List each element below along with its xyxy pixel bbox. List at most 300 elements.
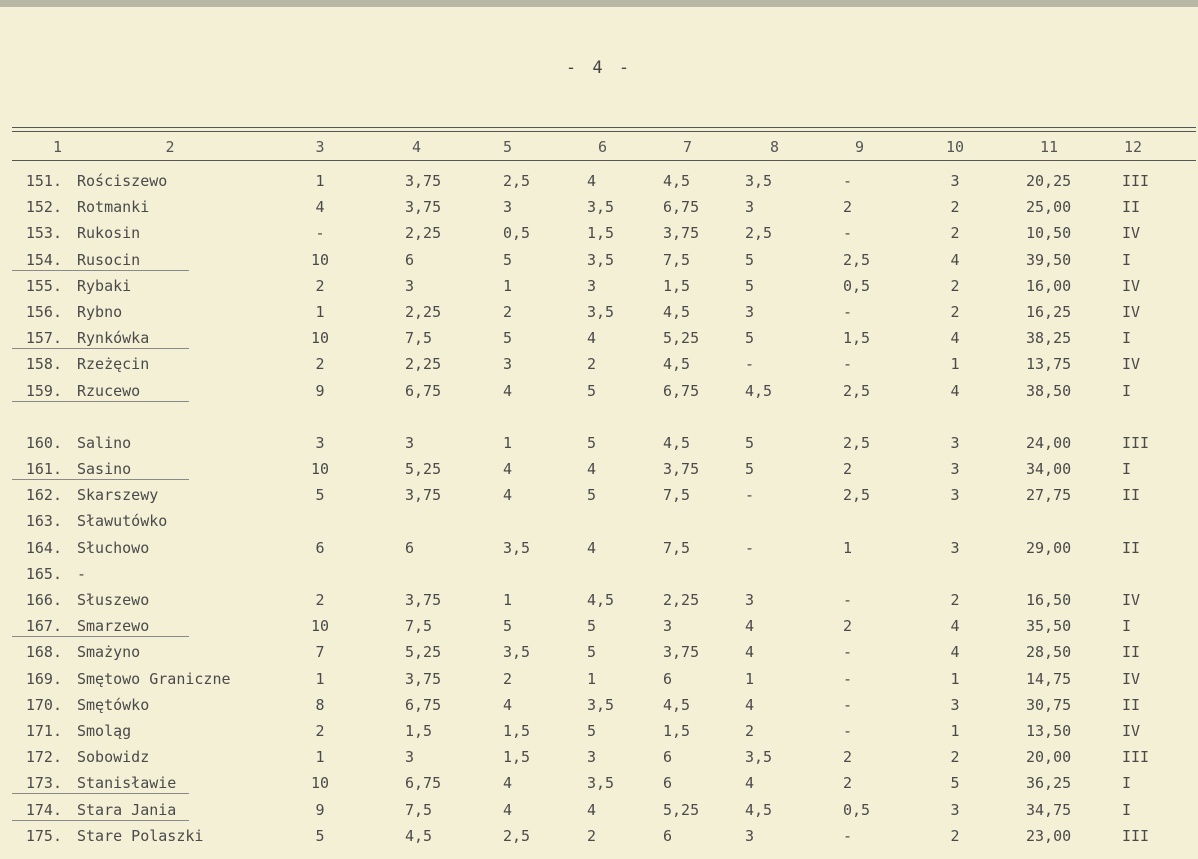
place-name: Smoląg	[77, 722, 132, 740]
col-10-value: 5	[950, 774, 960, 793]
place-name: Sasino	[77, 460, 132, 478]
col-4-value: 3,75	[405, 486, 442, 505]
col-11-total: 34,75	[1026, 800, 1072, 819]
place-name: Skarszewy	[77, 486, 159, 505]
col-12-category: III	[1122, 748, 1150, 767]
place-name: Smętowo Graniczne	[77, 669, 231, 688]
col-7-value: 5,25	[663, 329, 700, 348]
col-5-value: 2	[503, 669, 513, 688]
col-10-value: 4	[950, 329, 960, 348]
col-12-category: III	[1122, 172, 1150, 190]
col-9-value: 2	[843, 460, 853, 478]
col-3-value: 10	[310, 617, 330, 636]
col-11-total: 38,25	[1026, 329, 1072, 348]
col-12-category: I	[1122, 460, 1132, 478]
col-9-value: 2	[843, 198, 853, 217]
col-12-category: I	[1122, 250, 1132, 269]
col-6-value: 1	[587, 669, 597, 688]
col-4-value: 7,5	[405, 800, 433, 819]
table-row	[0, 509, 1198, 535]
col-5-value: 5	[503, 329, 513, 348]
col-7-value: 1,5	[663, 276, 691, 295]
col-10-value: 4	[950, 643, 960, 662]
col-8-value: 4	[745, 774, 755, 793]
table-row	[0, 667, 1198, 693]
table-row	[0, 824, 1198, 850]
col-3-value: 1	[315, 303, 325, 321]
col-4-value: 3,75	[405, 172, 442, 190]
col-8-value: 3	[745, 826, 755, 845]
col-7-value: 3,75	[663, 643, 700, 662]
col-6-value: 5	[587, 381, 597, 400]
col-6-value: 3,5	[587, 774, 615, 793]
col-7-value: 4,5	[663, 433, 691, 452]
col-7-value: 6	[663, 826, 673, 845]
col-12-category: III	[1122, 826, 1150, 845]
col-12-category: IV	[1122, 722, 1141, 740]
col-9-value: -	[843, 591, 853, 609]
col-9-value: -	[843, 303, 853, 321]
col-5-value: 1,5	[503, 722, 531, 740]
col-6-value: 3	[587, 276, 597, 295]
col-3-value: -	[315, 224, 325, 243]
col-6-value: 4	[587, 460, 597, 478]
col-7-value: 3	[663, 617, 673, 636]
col-6-value: 4,5	[587, 591, 615, 609]
col-5-value: 3,5	[503, 538, 531, 557]
col-10-value: 1	[950, 669, 960, 688]
col-5-value: 0,5	[503, 224, 531, 243]
place-name: Rzeżęcin	[77, 355, 150, 374]
row-number: 151.	[25, 172, 62, 190]
col-10-value: 1	[950, 355, 960, 374]
col-10-value: 4	[950, 381, 960, 400]
col-6-value: 2	[587, 826, 597, 845]
col-9-value: 0,5	[843, 800, 871, 819]
row-number: 173.	[25, 774, 62, 793]
place-name: Smętówko	[77, 695, 150, 714]
col-3-value: 8	[315, 695, 325, 714]
col-12-category: IV	[1122, 303, 1141, 321]
row-number: 157.	[25, 329, 62, 348]
col-9-value: 2	[843, 617, 853, 636]
col-4-value: 3	[405, 433, 415, 452]
col-9-value: 2,5	[843, 486, 871, 505]
col-8-value: 3,5	[745, 172, 773, 190]
col-9-value: -	[843, 643, 853, 662]
row-number: 164.	[25, 538, 62, 557]
col-3-value: 10	[310, 774, 330, 793]
table-row	[0, 640, 1198, 666]
place-name: Stare Polaszki	[77, 826, 204, 845]
row-number: 155.	[25, 276, 62, 295]
col-12-category: III	[1122, 433, 1150, 452]
col-7-value: 6	[663, 669, 673, 688]
col-5-value: 1	[503, 591, 513, 609]
table-row	[0, 562, 1198, 588]
col-8-value: 3	[745, 591, 755, 609]
col-11-total: 20,00	[1026, 748, 1072, 767]
place-name: Rukosin	[77, 224, 141, 243]
row-number: 165.	[25, 564, 62, 583]
place-name: Rościszewo	[77, 172, 168, 190]
col-11-total: 28,50	[1026, 643, 1072, 662]
col-3-value: 2	[315, 722, 325, 740]
col-6-value: 2	[587, 355, 597, 374]
place-name: Słuszewo	[77, 591, 150, 609]
row-number: 161.	[25, 460, 62, 478]
place-name: Stanisławie	[77, 774, 177, 793]
row-number: 152.	[25, 198, 62, 217]
col-7-value: 7,5	[663, 538, 691, 557]
col-7-value: 6	[663, 748, 673, 767]
place-name: Smarzewo	[77, 617, 150, 636]
col-6-value: 3,5	[587, 303, 615, 321]
table-row	[0, 352, 1198, 378]
col-3-value: 9	[315, 800, 325, 819]
col-8-value: 5	[745, 329, 755, 348]
underline-mark	[12, 270, 189, 271]
column-header-8: 8	[770, 138, 780, 156]
underline-mark	[12, 636, 189, 637]
row-number: 171.	[25, 722, 62, 740]
col-12-category: II	[1122, 486, 1141, 505]
col-10-value: 1	[950, 722, 960, 740]
col-10-value: 3	[950, 172, 960, 190]
col-3-value: 2	[315, 591, 325, 609]
col-3-value: 2	[315, 355, 325, 374]
place-name: Smażyno	[77, 643, 141, 662]
col-3-value: 5	[315, 486, 325, 505]
col-11-total: 16,25	[1026, 303, 1072, 321]
place-name: Sławutówko	[77, 512, 168, 531]
col-5-value: 4	[503, 460, 513, 478]
table-top-rule-2	[12, 131, 1196, 132]
column-header-4: 4	[412, 138, 422, 156]
col-5-value: 1	[503, 433, 513, 452]
col-5-value: 2,5	[503, 172, 531, 190]
col-5-value: 4	[503, 800, 513, 819]
column-header-9: 9	[855, 138, 865, 156]
col-9-value: 2	[843, 774, 853, 793]
col-12-category: I	[1122, 774, 1132, 793]
row-number: 174.	[25, 800, 62, 819]
col-11-total: 39,50	[1026, 250, 1072, 269]
row-number: 172.	[25, 748, 62, 767]
col-6-value: 4	[587, 329, 597, 348]
place-name: Rybaki	[77, 276, 132, 295]
row-number: 170.	[25, 695, 62, 714]
col-11-total: 34,00	[1026, 460, 1072, 478]
col-9-value: -	[843, 355, 853, 374]
row-number: 158.	[25, 355, 62, 374]
col-10-value: 2	[950, 198, 960, 217]
col-6-value: 5	[587, 433, 597, 452]
place-name: Rusocin	[77, 250, 141, 269]
col-5-value: 2,5	[503, 826, 531, 845]
col-3-value: 1	[315, 748, 325, 767]
col-5-value: 3	[503, 198, 513, 217]
place-name: Rzucewo	[77, 381, 141, 400]
col-6-value: 5	[587, 722, 597, 740]
column-header-6: 6	[598, 138, 608, 156]
row-number: 175.	[25, 826, 62, 845]
col-3-value: 7	[315, 643, 325, 662]
col-4-value: 6,75	[405, 695, 442, 714]
col-12-category: IV	[1122, 591, 1141, 609]
col-7-value: 4,5	[663, 172, 691, 190]
col-3-value: 3	[315, 433, 325, 452]
col-11-total: 13,75	[1026, 355, 1072, 374]
col-4-value: 3,75	[405, 669, 442, 688]
col-4-value: 6	[405, 250, 415, 269]
table-row	[0, 379, 1198, 405]
col-5-value: 3	[503, 355, 513, 374]
col-9-value: -	[843, 826, 853, 845]
place-name: Słuchowo	[77, 538, 150, 557]
col-8-value: 3	[745, 198, 755, 217]
table-row	[0, 300, 1198, 326]
col-8-value: 4,5	[745, 381, 773, 400]
col-5-value: 2	[503, 303, 513, 321]
col-4-value: 2,25	[405, 303, 442, 321]
column-header-3: 3	[315, 138, 325, 156]
col-7-value: 5,25	[663, 800, 700, 819]
col-5-value: 1	[503, 276, 513, 295]
col-9-value: 1,5	[843, 329, 871, 348]
place-name: Stara Jania	[77, 800, 177, 819]
col-9-value: 2,5	[843, 433, 871, 452]
col-7-value: 4,5	[663, 695, 691, 714]
col-12-category: IV	[1122, 224, 1141, 243]
col-11-total: 10,50	[1026, 224, 1072, 243]
col-12-category: II	[1122, 538, 1141, 557]
col-11-total: 30,75	[1026, 695, 1072, 714]
col-12-category: I	[1122, 800, 1132, 819]
col-6-value: 4	[587, 172, 597, 190]
col-5-value: 5	[503, 617, 513, 636]
col-7-value: 3,75	[663, 460, 700, 478]
row-number: 162.	[25, 486, 62, 505]
col-3-value: 1	[315, 172, 325, 190]
col-11-total: 20,25	[1026, 172, 1072, 190]
col-5-value: 4	[503, 381, 513, 400]
col-4-value: 6	[405, 538, 415, 557]
table-top-rule-1	[12, 127, 1196, 128]
col-12-category: IV	[1122, 276, 1141, 295]
col-5-value: 4	[503, 695, 513, 714]
col-12-category: II	[1122, 198, 1141, 217]
row-number: 159.	[25, 381, 62, 400]
table-row	[0, 274, 1198, 300]
col-11-total: 38,50	[1026, 381, 1072, 400]
table-header-row	[0, 135, 1198, 161]
col-4-value: 3	[405, 276, 415, 295]
col-10-value: 3	[950, 538, 960, 557]
col-12-category: I	[1122, 381, 1132, 400]
col-8-value: 3	[745, 303, 755, 321]
place-name: Salino	[77, 433, 132, 452]
row-number: 156.	[25, 303, 62, 321]
place-name: Rynkówka	[77, 329, 150, 348]
col-4-value: 5,25	[405, 460, 442, 478]
col-7-value: 3,75	[663, 224, 700, 243]
table-row	[0, 614, 1198, 640]
col-11-total: 13,50	[1026, 722, 1072, 740]
col-11-total: 16,00	[1026, 276, 1072, 295]
col-11-total: 29,00	[1026, 538, 1072, 557]
col-9-value: 0,5	[843, 276, 871, 295]
table-row	[0, 798, 1198, 824]
col-6-value: 5	[587, 617, 597, 636]
col-4-value: 3	[405, 748, 415, 767]
col-6-value: 3,5	[587, 695, 615, 714]
col-4-value: 3,75	[405, 591, 442, 609]
col-7-value: 7,5	[663, 250, 691, 269]
col-6-value: 5	[587, 643, 597, 662]
col-3-value: 6	[315, 538, 325, 557]
col-8-value: -	[745, 355, 755, 374]
col-11-total: 27,75	[1026, 486, 1072, 505]
col-10-value: 2	[950, 748, 960, 767]
col-6-value: 3,5	[587, 250, 615, 269]
col-9-value: -	[843, 172, 853, 190]
table-row	[0, 195, 1198, 221]
col-6-value: 3	[587, 748, 597, 767]
column-header-10: 10	[945, 138, 965, 156]
col-8-value: 4,5	[745, 800, 773, 819]
col-3-value: 9	[315, 381, 325, 400]
col-9-value: 2	[843, 748, 853, 767]
col-11-total: 24,00	[1026, 433, 1072, 452]
col-7-value: 1,5	[663, 722, 691, 740]
row-number: 169.	[25, 669, 62, 688]
col-5-value: 1,5	[503, 748, 531, 767]
col-4-value: 1,5	[405, 722, 433, 740]
col-6-value: 4	[587, 800, 597, 819]
column-header-12: 12	[1124, 138, 1143, 156]
col-7-value: 6,75	[663, 381, 700, 400]
underline-mark	[12, 479, 189, 480]
table-row	[0, 431, 1198, 457]
col-9-value: 2,5	[843, 250, 871, 269]
underline-mark	[12, 348, 189, 349]
col-9-value: -	[843, 695, 853, 714]
col-10-value: 2	[950, 591, 960, 609]
col-8-value: 4	[745, 617, 755, 636]
col-8-value: -	[745, 486, 755, 505]
col-7-value: 2,25	[663, 591, 700, 609]
col-6-value: 3,5	[587, 198, 615, 217]
column-header-2: 2	[165, 138, 175, 156]
col-12-category: IV	[1122, 669, 1141, 688]
table-row	[0, 169, 1198, 195]
col-4-value: 2,25	[405, 224, 442, 243]
col-10-value: 4	[950, 250, 960, 269]
col-11-total: 14,75	[1026, 669, 1072, 688]
col-10-value: 3	[950, 486, 960, 505]
col-12-category: IV	[1122, 355, 1141, 374]
column-header-11: 11	[1040, 138, 1059, 156]
row-number: 166.	[25, 591, 62, 609]
col-6-value: 1,5	[587, 224, 615, 243]
col-10-value: 3	[950, 695, 960, 714]
col-3-value: 10	[310, 460, 330, 478]
col-8-value: 4	[745, 695, 755, 714]
col-8-value: -	[745, 538, 755, 557]
col-6-value: 5	[587, 486, 597, 505]
col-11-total: 36,25	[1026, 774, 1072, 793]
underline-mark	[12, 401, 189, 402]
col-3-value: 2	[315, 276, 325, 295]
col-8-value: 4	[745, 643, 755, 662]
col-8-value: 2,5	[745, 224, 773, 243]
table-row	[0, 457, 1198, 483]
scan-top-edge	[0, 0, 1198, 7]
col-10-value: 2	[950, 224, 960, 243]
col-3-value: 4	[315, 198, 325, 217]
col-8-value: 3,5	[745, 748, 773, 767]
col-10-value: 3	[950, 433, 960, 452]
table-row	[0, 771, 1198, 797]
col-9-value: -	[843, 224, 853, 243]
row-number: 167.	[25, 617, 62, 636]
col-4-value: 3,75	[405, 198, 442, 217]
col-7-value: 7,5	[663, 486, 691, 505]
page-number: - 4 -	[565, 58, 633, 78]
col-3-value: 1	[315, 669, 325, 688]
place-name: Rybno	[77, 303, 123, 321]
col-9-value: -	[843, 722, 853, 740]
col-8-value: 5	[745, 460, 755, 478]
col-9-value: 2,5	[843, 381, 871, 400]
col-4-value: 5,25	[405, 643, 442, 662]
col-7-value: 4,5	[663, 303, 691, 321]
col-11-total: 23,00	[1026, 826, 1072, 845]
col-10-value: 2	[950, 826, 960, 845]
col-10-value: 4	[950, 617, 960, 636]
table-row	[0, 483, 1198, 509]
table-row	[0, 536, 1198, 562]
table-row	[0, 248, 1198, 274]
col-10-value: 3	[950, 460, 960, 478]
col-4-value: 6,75	[405, 774, 442, 793]
col-11-total: 35,50	[1026, 617, 1072, 636]
col-12-category: II	[1122, 643, 1141, 662]
col-8-value: 2	[745, 722, 755, 740]
table-row	[0, 745, 1198, 771]
row-number: 168.	[25, 643, 62, 662]
col-7-value: 4,5	[663, 355, 691, 374]
place-name: -	[77, 564, 87, 583]
col-5-value: 4	[503, 486, 513, 505]
col-8-value: 1	[745, 669, 755, 688]
col-4-value: 7,5	[405, 329, 433, 348]
table-row	[0, 693, 1198, 719]
col-9-value: -	[843, 669, 853, 688]
table-row	[0, 588, 1198, 614]
col-3-value: 5	[315, 826, 325, 845]
row-number: 163.	[25, 512, 62, 531]
col-10-value: 2	[950, 276, 960, 295]
col-5-value: 5	[503, 250, 513, 269]
table-row	[0, 326, 1198, 352]
col-5-value: 4	[503, 774, 513, 793]
row-number: 160.	[25, 433, 62, 452]
table-row	[0, 719, 1198, 745]
row-number: 154.	[25, 250, 62, 269]
col-8-value: 5	[745, 250, 755, 269]
